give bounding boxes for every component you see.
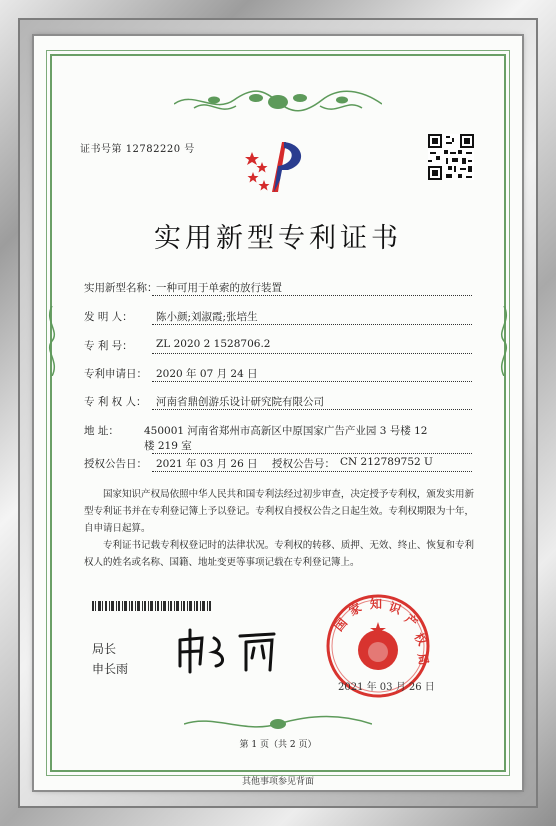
field-underline: [152, 353, 472, 354]
notice-paragraph-2: 专利证书记载专利权登记时的法律状况。专利权的转移、质押、无效、终止、恢复和专利权人的姓名或名称、国籍、地址变更等事项记载在专利登记簿上。: [84, 540, 474, 568]
field-label-patentee: 专 利 权 人：: [84, 396, 147, 408]
seal-date: 2021 年 03 月 26 日: [338, 682, 435, 693]
field-underline: [152, 324, 472, 325]
certificate-number-suffix: 号: [184, 144, 195, 155]
field-label-inventor: 发 明 人：: [84, 311, 133, 323]
svg-text:知: 知: [370, 597, 383, 611]
certificate-notice: [84, 486, 474, 571]
certificate-number-value: 12782220: [125, 144, 181, 155]
field-label-address: 地 址：: [84, 425, 119, 437]
field-value-address-line2: 楼 219 室: [144, 440, 192, 452]
director-name: 申长雨: [92, 662, 129, 676]
certificate-title: 实用新型专利证书: [154, 223, 402, 254]
field-label-patent-no: 专 利 号：: [84, 340, 133, 352]
bottom-ornament: [184, 714, 372, 734]
field-value-announce-date: 2021 年 03 月 26 日: [156, 458, 258, 470]
qr-code-icon: [428, 134, 474, 180]
field-value-inventor: 陈小颜;刘淑霞;张培生: [156, 311, 258, 323]
field-underline: [152, 453, 472, 454]
field-label-name: 实用新型名称：: [84, 282, 158, 294]
field-value-name: 一种可用于单索的放行装置: [156, 282, 282, 294]
field-underline: [152, 381, 472, 382]
barcode-icon: [92, 601, 212, 611]
certificate-paper: [34, 36, 522, 790]
field-value-patentee: 河南省鼎创游乐设计研究院有限公司: [156, 396, 324, 408]
field-underline: [152, 295, 472, 296]
notice-paragraph-1: 国家知识产权局依照中华人民共和国专利法经过初步审查，决定授予专利权，颁发实用新型专利证书并在专利登记簿上予以登记。专利权自授权公告之日起生效。专利权期限为十年，自申请日起算。: [84, 489, 474, 534]
svg-text:识: 识: [386, 599, 404, 617]
left-ornament: [44, 306, 60, 376]
field-label-announce-date: 授权公告日：: [84, 458, 147, 470]
field-label-announce-no: 授权公告号：: [272, 458, 335, 470]
svg-text:权: 权: [411, 630, 430, 648]
field-value-address: 450001 河南省郑州市高新区中原国家广告产业园 3 号楼 12: [144, 425, 428, 437]
certificate-number: [80, 140, 195, 155]
field-value-filing-date: 2020 年 07 月 24 日: [156, 368, 258, 380]
svg-text:局: 局: [415, 652, 431, 667]
cnipa-logo-icon: [242, 136, 312, 196]
right-ornament: [496, 306, 512, 376]
field-label-filing-date: 专利申请日：: [84, 368, 147, 380]
svg-text:国: 国: [331, 615, 351, 634]
back-note: 其他事项参见背面: [241, 777, 314, 787]
svg-text:家: 家: [346, 600, 364, 619]
page-indicator: 第 1 页（共 2 页）: [239, 740, 317, 750]
director-title: 局长: [92, 642, 117, 656]
certificate-number-label: 证书号第: [80, 144, 122, 155]
field-value-patent-no: ZL 2020 2 1528706.2: [156, 338, 271, 350]
director-signature: [174, 626, 284, 676]
field-value-announce-no: CN 212789752 U: [340, 456, 433, 468]
field-underline: [152, 409, 472, 410]
svg-text:产: 产: [402, 611, 421, 631]
top-ornament: [174, 86, 382, 118]
field-underline: [152, 471, 472, 472]
